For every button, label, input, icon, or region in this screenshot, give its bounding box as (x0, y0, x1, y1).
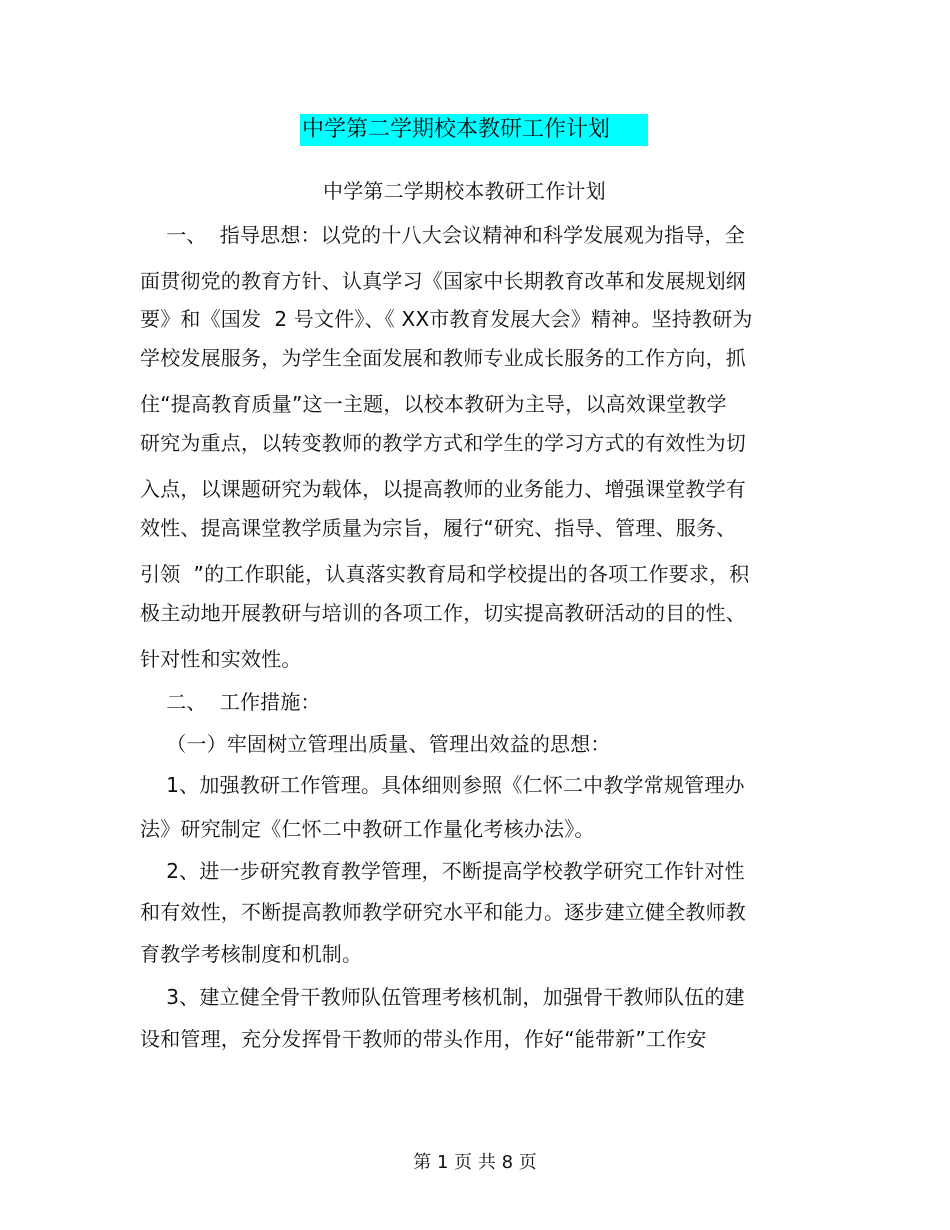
subsection-heading: （一）牢固树立管理出质量、管理出效益的思想： (140, 732, 611, 756)
paragraph-line: 效性、提高课堂教学质量为宗旨，履行“研究、指导、管理、服务、 (140, 516, 737, 540)
paragraph-line: 和有效性，不断提高教师教学研究水平和能力。逐步建立健全教师教 (140, 900, 746, 924)
paragraph-line: 住“提高教育质量”这一主题，以校本教研为主导，以高效课堂教学 (140, 392, 727, 416)
paragraph-line: 引领 ”的工作职能，认真落实教育局和学校提出的各项工作要求，积 (140, 562, 750, 586)
paragraph-line: 针对性和实效性。 (140, 647, 302, 671)
document-subtitle: 中学第二学期校本教研工作计划 (323, 179, 606, 203)
paragraph-line: 要》和《国发 2 号文件》、《 XX市教育发展大会》精神。坚持教研为 (140, 307, 753, 331)
section-heading: 二、 工作措施： (140, 690, 321, 714)
paragraph-line: 3、建立健全骨干教师队伍管理考核机制，加强骨干教师队伍的建 (140, 985, 745, 1009)
highlighted-title: 中学第二学期校本教研工作计划 (300, 114, 648, 146)
paragraph-line: 一、 指导思想：以党的十八大会议精神和科学发展观为指导，全 (140, 223, 745, 247)
paragraph-line: 育教学考核制度和机制。 (140, 942, 363, 966)
paragraph-line: 2、进一步研究教育教学管理，不断提高学校教学研究工作针对性 (140, 859, 745, 883)
paragraph-line: 入点，以课题研究为载体，以提高教师的业务能力、增强课堂教学有 (140, 477, 746, 501)
paragraph-line: 研究为重点，以转变教师的教学方式和学生的学习方式的有效性为切 (140, 431, 746, 455)
paragraph-line: 法》研究制定《仁怀二中教研工作量化考核办法》。 (140, 817, 595, 841)
paragraph-line: 学校发展服务，为学生全面发展和教师专业成长服务的工作方向，抓 (140, 346, 746, 370)
paragraph-line: 面贯彻党的教育方针、认真学习《国家中长期教育改革和发展规划纲 (140, 269, 746, 293)
paragraph-line: 1、加强教研工作管理。具体细则参照《仁怀二中教学常规管理办 (140, 773, 745, 797)
page-number-footer: 第 1 页 共 8 页 (413, 1152, 537, 1173)
paragraph-line: 极主动地开展教研与培训的各项工作，切实提高教研活动的目的性、 (140, 601, 746, 625)
paragraph-line: 设和管理，充分发挥骨干教师的带头作用，作好“能带新”工作安 (140, 1027, 707, 1051)
